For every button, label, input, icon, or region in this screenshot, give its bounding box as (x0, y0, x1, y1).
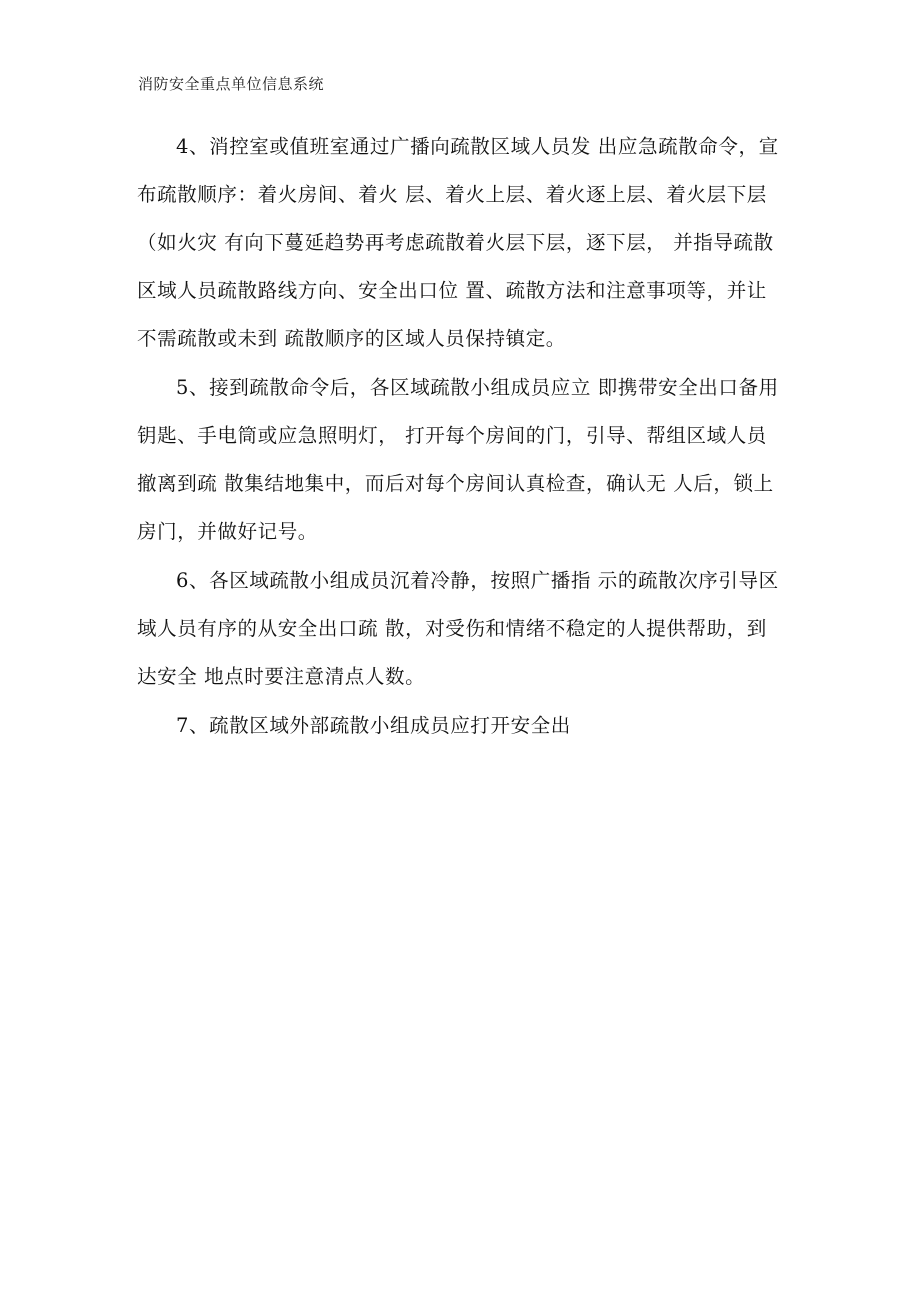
text-line: 4、消控室或值班室通过广播向疏散区域人员发 出应急疏散命令，宣 (176, 135, 779, 158)
running-header: 消防安全重点单位信息系统 (138, 75, 325, 93)
text-line: 达安全 地点时要注意清点人数。 (137, 665, 426, 688)
text-line: 域人员有序的从安全出口疏 散，对受伤和情绪不稳定的人提供帮助，到 (137, 617, 767, 640)
paragraph-4 (137, 123, 787, 363)
document-body (137, 123, 787, 751)
paragraph-6 (137, 557, 787, 701)
text-line: 不需疏散或未到 疏散顺序的区域人员保持镇定。 (137, 327, 566, 350)
text-line: 区域人员疏散路线方向、安全出口位 置、疏散方法和注意事项等，并让 (137, 279, 767, 302)
text-line: 6、各区域疏散小组成员沉着冷静，按照广播指 示的疏散次序引导区 (176, 569, 779, 592)
text-line: 5、接到疏散命令后，各区域疏散小组成员应立 即携带安全出口备用 (176, 376, 779, 399)
text-line: （如火灾 有向下蔓延趋势再考虑疏散着火层下层，逐下层， 并指导疏散 (137, 231, 774, 254)
text-line: 7、疏散区域外部疏散小组成员应打开安全出 (176, 714, 571, 737)
text-line: 钥匙、手电筒或应急照明灯， 打开每个房间的门，引导、帮组区域人员 (137, 424, 767, 447)
text-line: 撤离到疏 散集结地集中，而后对每个房间认真检查，确认无 人后，锁上 (137, 472, 774, 495)
paragraph-5 (137, 364, 787, 556)
text-line: 布疏散顺序：着火房间、着火 层、着火上层、着火逐上层、着火层下层 (137, 183, 767, 206)
paragraph-7 (137, 702, 787, 750)
text-line: 房门，并做好记号。 (137, 520, 318, 543)
